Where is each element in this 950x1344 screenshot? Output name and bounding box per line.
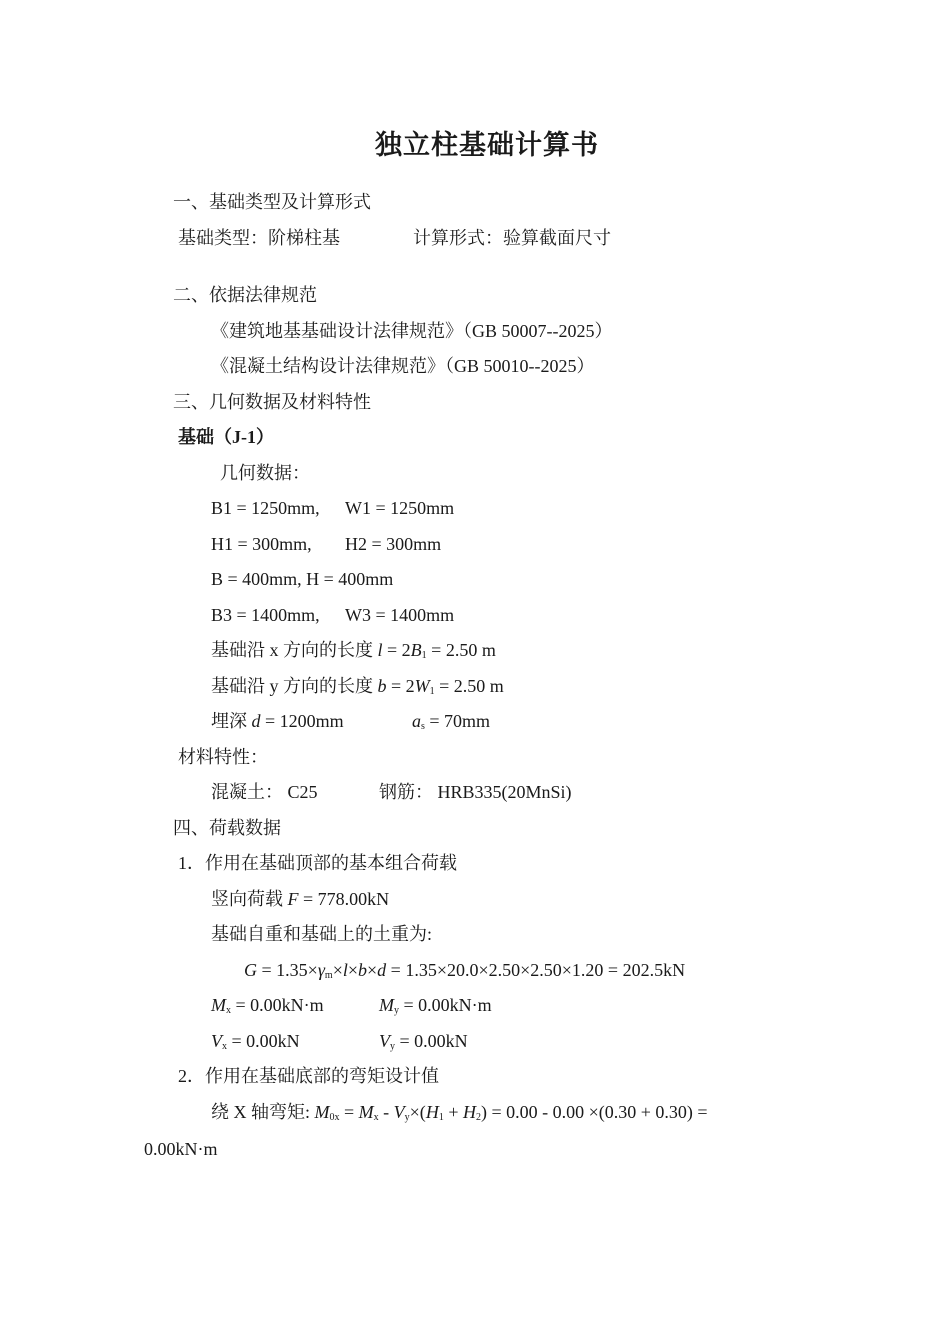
b3-value: B3 = 1400mm, [211,605,320,625]
geometry-label: 几何数据： [220,463,310,483]
self-weight-formula: $G = 1.35\times\gamma_m\times l\times b\times d = 1.35\times 20.0\times 2.50\times 2.50\times 1.20 = 202.5kN$ [244,960,686,981]
shear-vx: $V_x = 0.00kN$ [211,1031,300,1052]
h2-value: H2 = 300mm [345,534,442,554]
section-heading-3: 三、几何数据及材料特性 [173,392,371,412]
length-x: 基础沿 x 方向的长度 $l = 2B_1 = 2.50$ m [211,640,496,661]
w1-value: W1 = 1250mm [345,498,455,518]
cover-as: $a_s = 70mm$ [412,711,491,732]
w3-value: W3 = 1400mm [345,605,455,625]
foundation-label: 基础（J-1） [178,427,274,447]
rebar-grade: 钢筋： HRB335(20MnSi) [379,782,572,802]
code-reference-2: 《混凝土结构设计法律规范》（GB 50010--2025） [211,356,595,376]
moment-mx: $M_x = 0.00kN\cdot m$ [211,995,324,1016]
column-size: B = 400mm, H = 400mm [211,569,394,589]
document-title: 独立柱基础计算书 [375,130,599,160]
self-weight-label: 基础自重和基础上的土重为: [211,924,432,944]
b1-value: B1 = 1250mm, [211,498,320,518]
length-y: 基础沿 y 方向的长度 $b = 2W_1 = 2.50$ m [211,676,504,697]
subheading-2: 2．作用在基础底部的弯矩设计值 [178,1066,439,1086]
moment-x-formula: 绕 X 轴弯矩: $M_{0x} = M_x - V_y\times(H_1 + H_2) = 0.00 - 0.00 \times(0.30 + 0.30)$ = [211,1102,708,1123]
burial-depth: 埋深 d = 1200mm [211,711,344,731]
code-reference-1: 《建筑地基基础设计法律规范》（GB 50007--2025） [211,321,613,341]
material-label: 材料特性： [178,747,268,767]
foundation-type: 基础类型：阶梯柱基 [178,228,340,248]
section-heading-4: 四、荷载数据 [173,818,281,838]
moment-x-result: 0.00kN·m [144,1139,218,1159]
vertical-load: 竖向荷载 F = 778.00kN [211,889,390,909]
subheading-1: 1．作用在基础顶部的基本组合荷载 [178,853,457,873]
h1-value: H1 = 300mm, [211,534,312,554]
section-heading-2: 二、依据法律规范 [173,285,317,305]
concrete-grade: 混凝土： C25 [211,782,318,802]
calculation-form: 计算形式：验算截面尺寸 [413,228,611,248]
section-heading-1: 一、基础类型及计算形式 [173,192,371,212]
moment-my: $M_y = 0.00kN\cdot m$ [379,995,492,1016]
shear-vy: $V_y = 0.00kN$ [379,1031,468,1052]
